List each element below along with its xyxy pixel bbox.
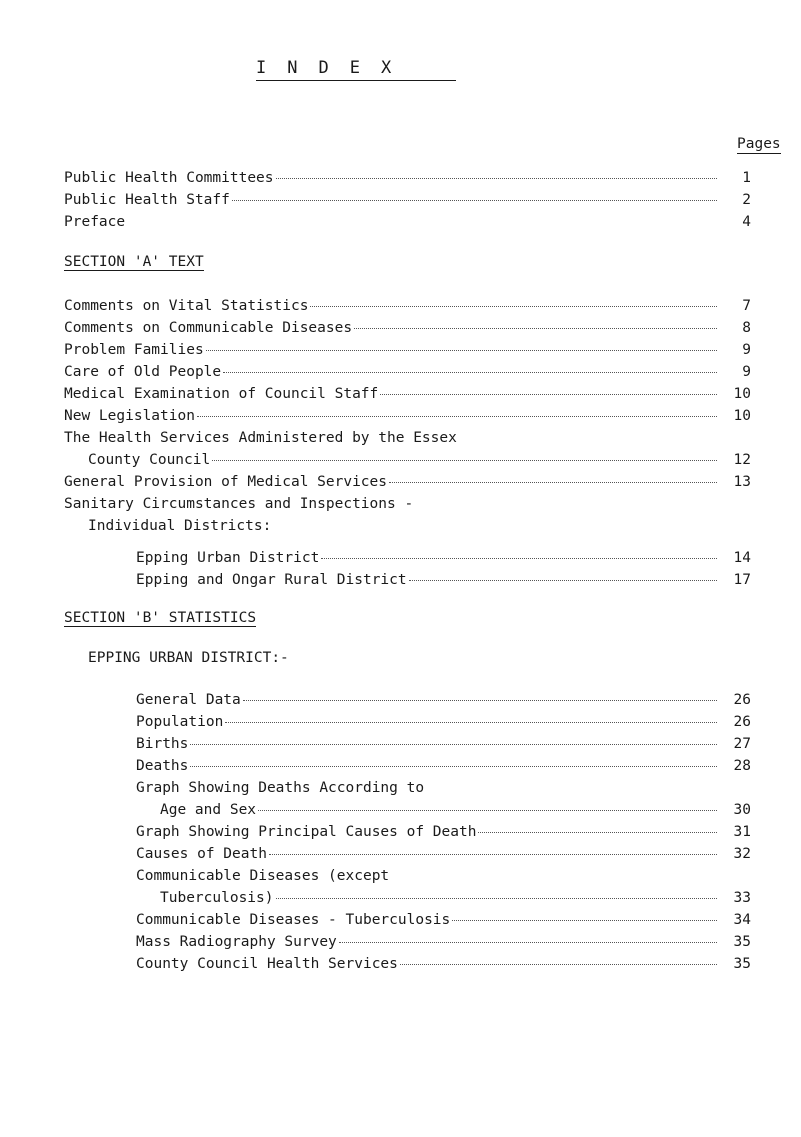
- index-entry-county-council: County Council 12: [88, 452, 751, 468]
- page-number: 9: [742, 364, 751, 380]
- index-entry-sanitary-line1: Sanitary Circumstances and Inspections -: [64, 496, 414, 512]
- page-number: 10: [733, 386, 751, 402]
- page-number: 13: [733, 474, 751, 490]
- index-title: INDEX: [256, 58, 456, 81]
- dot-leader: [223, 371, 717, 373]
- page-number: 12: [733, 452, 751, 468]
- dot-leader: [258, 809, 717, 811]
- index-entry-health-services-line1: The Health Services Administered by the Essex: [64, 430, 457, 446]
- page-number: 31: [733, 824, 751, 840]
- page-number: 17: [733, 572, 751, 588]
- dot-leader: [197, 415, 717, 417]
- page-number: 10: [733, 408, 751, 424]
- page-number: 27: [733, 736, 751, 752]
- index-entry-communicable-tuberculosis: Communicable Diseases - Tuberculosis 34: [136, 912, 751, 928]
- index-entry-mass-radiography: Mass Radiography Survey 35: [136, 934, 751, 950]
- dot-leader: [276, 177, 717, 179]
- page-number: 14: [733, 550, 751, 566]
- index-entry-graph-principal-causes: Graph Showing Principal Causes of Death 31: [136, 824, 751, 840]
- index-entry-deaths: Deaths 28: [136, 758, 751, 774]
- page-number: 1: [742, 170, 751, 186]
- index-entry-new-legislation: New Legislation 10: [64, 408, 751, 424]
- page-number: 26: [733, 714, 751, 730]
- dot-leader: [232, 199, 717, 201]
- dot-leader: [380, 393, 717, 395]
- index-entry-graph-deaths-line1: Graph Showing Deaths According to: [136, 780, 425, 796]
- page-number: 34: [733, 912, 751, 928]
- dot-leader: [310, 305, 717, 307]
- index-entry-epping-ongar-rural: Epping and Ongar Rural District 17: [136, 572, 751, 588]
- index-entry-public-health-committees: Public Health Committees 1: [64, 170, 751, 186]
- index-entry-individual-districts: Individual Districts:: [88, 518, 272, 534]
- pages-column-heading: Pages: [737, 136, 781, 152]
- page-number: 4: [742, 214, 751, 230]
- page-number: 26: [733, 692, 751, 708]
- page-number: 9: [742, 342, 751, 358]
- index-entry-causes-of-death: Causes of Death 32: [136, 846, 751, 862]
- index-entry-general-provision: General Provision of Medical Services 13: [64, 474, 751, 490]
- index-entry-births: Births 27: [136, 736, 751, 752]
- dot-leader: [339, 941, 717, 943]
- dot-leader: [212, 459, 717, 461]
- index-entry-medical-examination: Medical Examination of Council Staff 10: [64, 386, 751, 402]
- page-number: 32: [733, 846, 751, 862]
- page-number: 35: [733, 956, 751, 972]
- dot-leader: [452, 919, 717, 921]
- section-a-heading: SECTION 'A' TEXT: [64, 254, 204, 270]
- dot-leader: [389, 481, 717, 483]
- page-number: 28: [733, 758, 751, 774]
- dot-leader: [190, 743, 717, 745]
- dot-leader: [190, 765, 717, 767]
- index-entry-tuberculosis-excl: Tuberculosis) 33: [160, 890, 751, 906]
- index-entry-population: Population 26: [136, 714, 751, 730]
- index-entry-public-health-staff: Public Health Staff 2: [64, 192, 751, 208]
- index-entry-epping-urban: Epping Urban District 14: [136, 550, 751, 566]
- dot-leader: [409, 579, 717, 581]
- section-b-heading: SECTION 'B' STATISTICS: [64, 610, 257, 626]
- index-entry-communicable-diseases-comments: Comments on Communicable Diseases 8: [64, 320, 751, 336]
- dot-leader: [478, 831, 717, 833]
- dot-leader: [269, 853, 717, 855]
- index-entry-county-council-health-services: County Council Health Services 35: [136, 956, 751, 972]
- page-number: 2: [742, 192, 751, 208]
- page-number: 35: [733, 934, 751, 950]
- index-entry-communicable-except-line1: Communicable Diseases (except: [136, 868, 390, 884]
- dot-leader: [276, 897, 718, 899]
- dot-leader: [225, 721, 717, 723]
- page-number: 8: [742, 320, 751, 336]
- page-number: 30: [733, 802, 751, 818]
- dot-leader: [321, 557, 717, 559]
- dot-leader: [400, 963, 717, 965]
- page-number: 7: [742, 298, 751, 314]
- dot-leader: [354, 327, 717, 329]
- index-entry-care-of-old-people: Care of Old People 9: [64, 364, 751, 380]
- page-number: 33: [733, 890, 751, 906]
- index-entry-preface: Preface 4: [64, 214, 751, 230]
- index-entry-vital-statistics: Comments on Vital Statistics 7: [64, 298, 751, 314]
- index-entry-problem-families: Problem Families 9: [64, 342, 751, 358]
- dot-leader: [206, 349, 717, 351]
- section-b-subheading: EPPING URBAN DISTRICT:-: [88, 650, 289, 666]
- index-entry-general-data: General Data 26: [136, 692, 751, 708]
- index-entry-age-and-sex: Age and Sex 30: [160, 802, 751, 818]
- dot-leader: [243, 699, 717, 701]
